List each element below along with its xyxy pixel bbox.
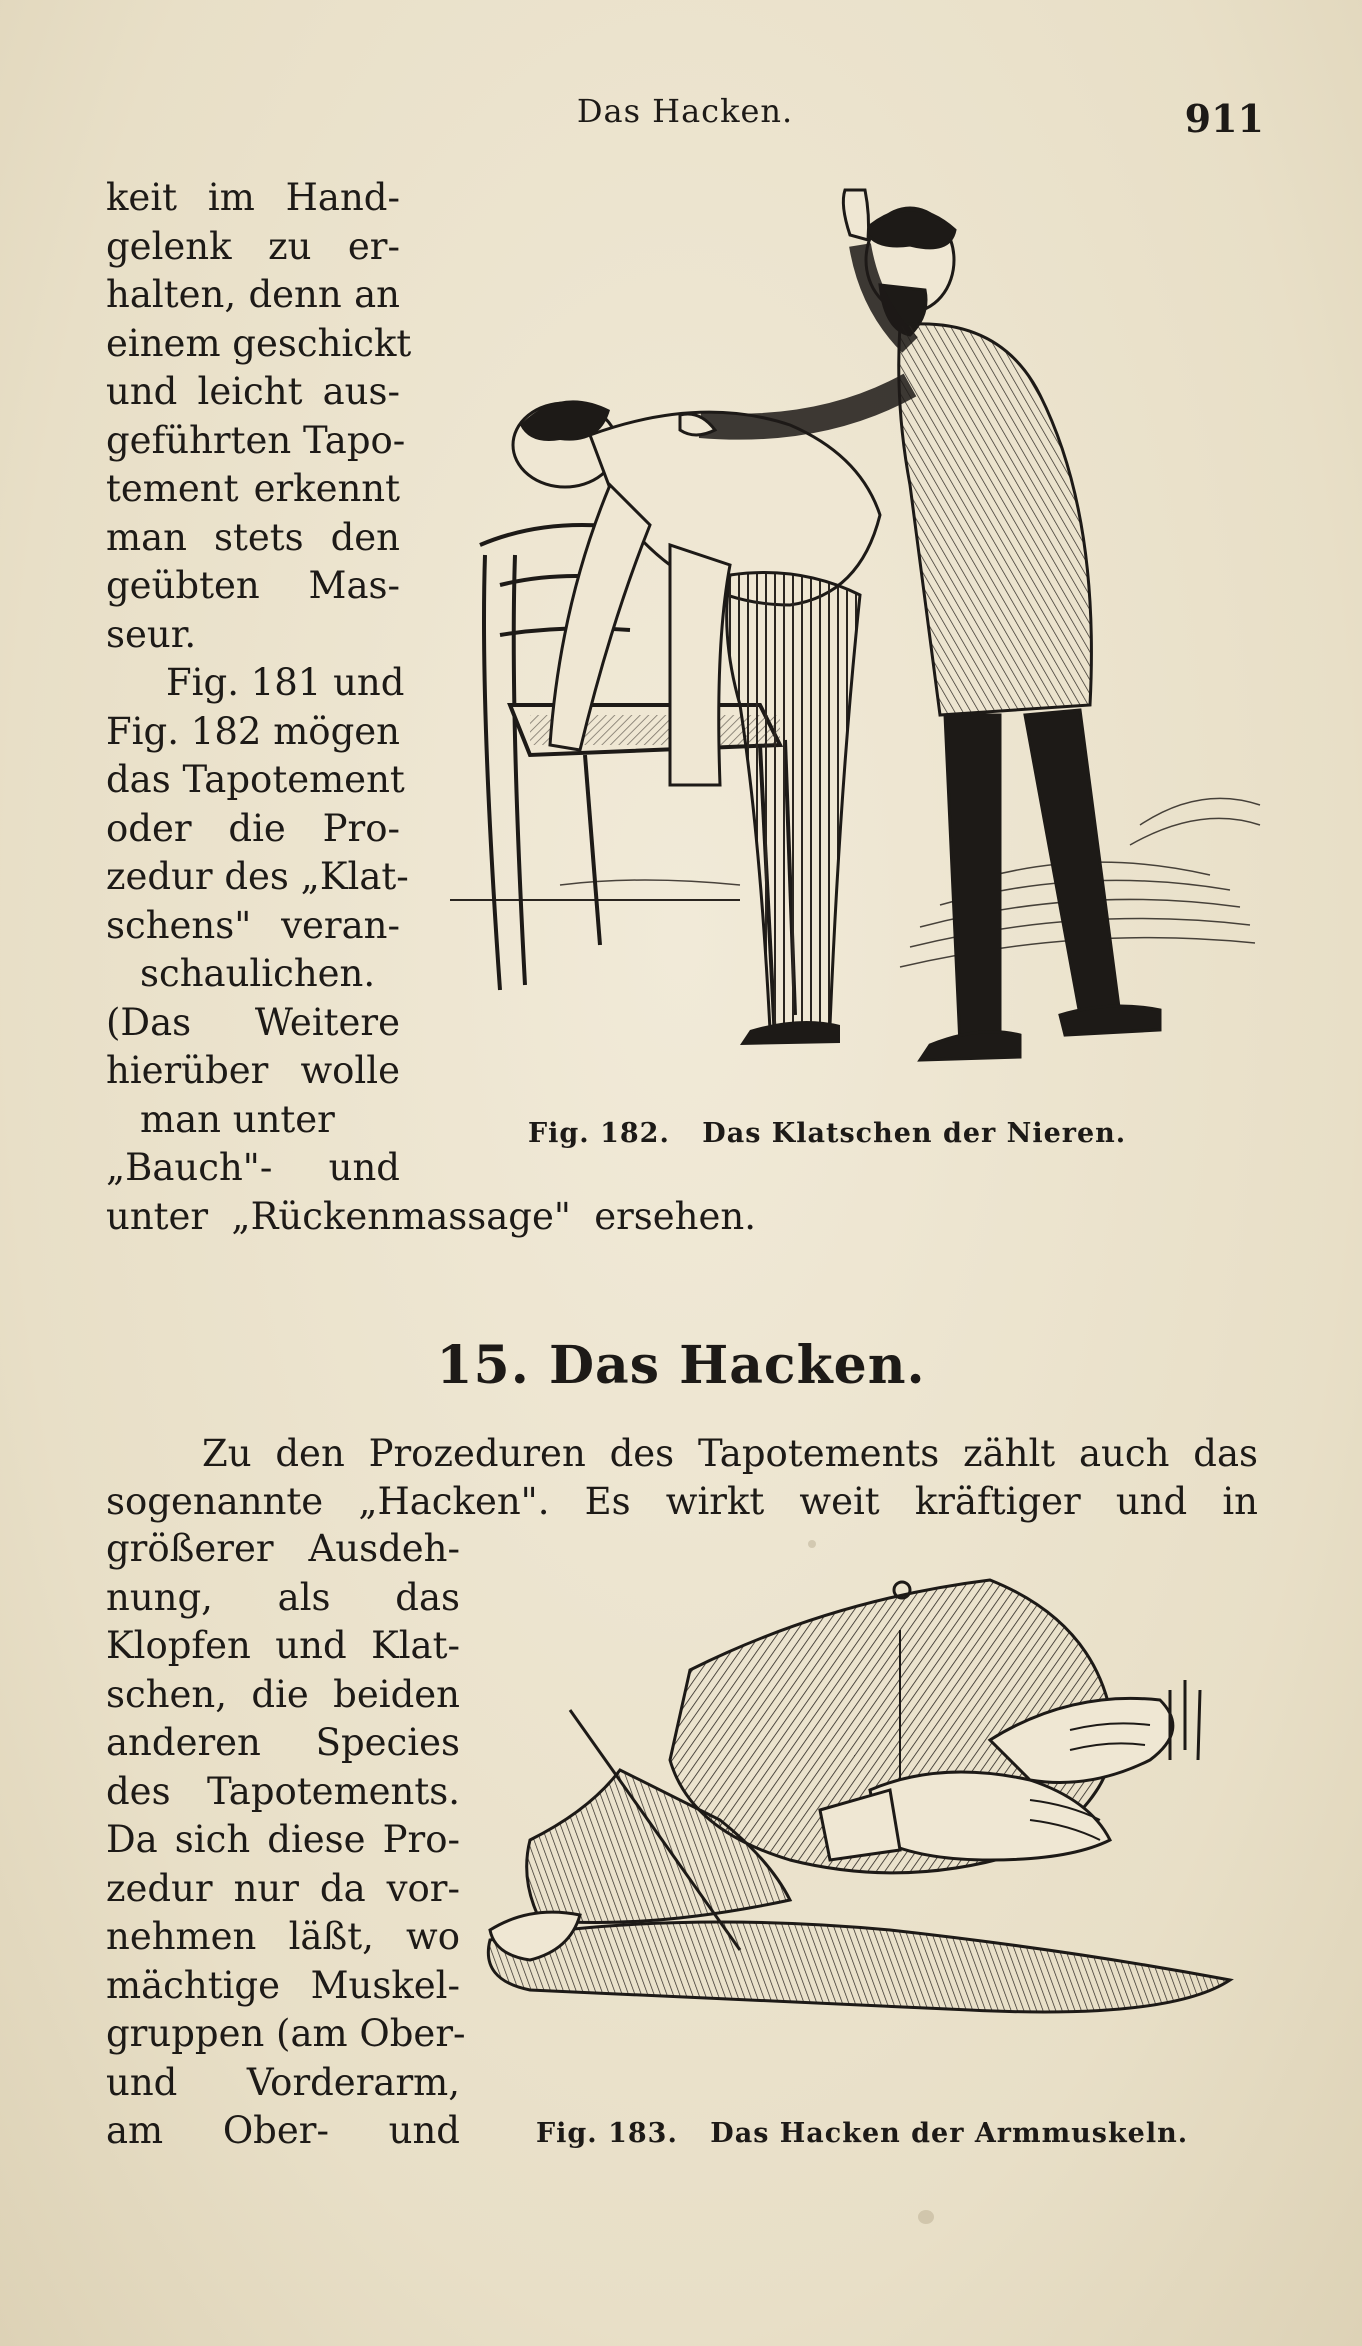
text-line: halten, denn an [106, 273, 400, 316]
paper-stain [918, 2210, 934, 2224]
text-line: seur. [106, 612, 197, 656]
text-line: hierüber wolle [106, 1049, 400, 1092]
text-line: Fig. 181 und [166, 661, 405, 704]
text-line: „Bauch"- und [106, 1146, 400, 1189]
text-line: größerer Ausdeh- [106, 1527, 460, 1570]
text-line: man stets den [106, 515, 400, 559]
text-line: man unter [140, 1097, 335, 1141]
text-line: Fig. 182 mögen [106, 709, 400, 753]
text-line-full: unter „Rückenmassage" ersehen. [106, 1195, 756, 1238]
text-line: Da sich diese Pro- [106, 1818, 460, 1861]
text-line: und Vorderarm, [106, 2060, 460, 2104]
text-line-full: sogenannte „Hacken". Es wirkt weit kräftiger und in [106, 1480, 1258, 1523]
text-line: tement erkennt [106, 467, 400, 510]
text-line: des Tapotements. [106, 1769, 460, 1813]
text-line: schens" veran- [106, 903, 400, 947]
section-heading: 15. Das Hacken. [436, 1335, 926, 1396]
text-column-top [106, 174, 412, 1193]
text-line-full: Zu den Prozeduren des Tapotements zählt auch das [202, 1432, 1258, 1475]
text-line: anderen Species [106, 1721, 460, 1764]
text-line: zedur nur da vor- [106, 1866, 460, 1910]
text-line: mächtige Muskel- [106, 1963, 460, 2007]
text-line: geübten Mas- [106, 564, 400, 607]
text-line: (Das Weitere [106, 1000, 400, 1044]
figure-183-caption-text: Das Hacken der Armmuskeln. [710, 2118, 1189, 2149]
figure-182-illustration [440, 185, 1270, 1095]
paper-stain [808, 1540, 816, 1548]
figure-183-illustration [470, 1560, 1260, 2090]
text-line: und leicht aus- [106, 370, 400, 413]
text-line: das Tapotement [106, 758, 405, 801]
text-column-bottom [106, 1525, 466, 2156]
text-line: oder die Pro- [106, 806, 400, 850]
text-line: Klopfen und Klat- [106, 1624, 460, 1667]
text-line: nung, als das [106, 1575, 460, 1619]
text-line: einem geschickt [106, 321, 412, 365]
running-head: Das Hacken. [576, 92, 794, 130]
massage-slapping-illustration [440, 185, 1270, 1095]
massage-hacking-illustration [470, 1560, 1260, 2090]
text-line: nehmen läßt, wo [106, 1915, 460, 1958]
text-line: keit im Hand- [106, 176, 400, 219]
figure-182-caption [528, 1118, 1126, 1149]
text-line: schen, die beiden [106, 1672, 460, 1716]
text-line: geführten Tapo- [106, 418, 406, 462]
text-line: gruppen (am Ober- [106, 2012, 466, 2055]
figure-183-caption [536, 2118, 1188, 2149]
figure-182-caption-text: Das Klatschen der Nieren. [702, 1118, 1127, 1149]
text-line: am Ober- und [106, 2109, 460, 2152]
text-line: gelenk zu er- [106, 224, 400, 268]
text-line: schaulichen. [140, 952, 376, 995]
figure-183-number: Fig. 183. [536, 2118, 678, 2149]
page-number: 911 [1184, 96, 1264, 141]
text-line: zedur des „Klat- [106, 855, 409, 898]
figure-182-number: Fig. 182. [528, 1118, 670, 1149]
